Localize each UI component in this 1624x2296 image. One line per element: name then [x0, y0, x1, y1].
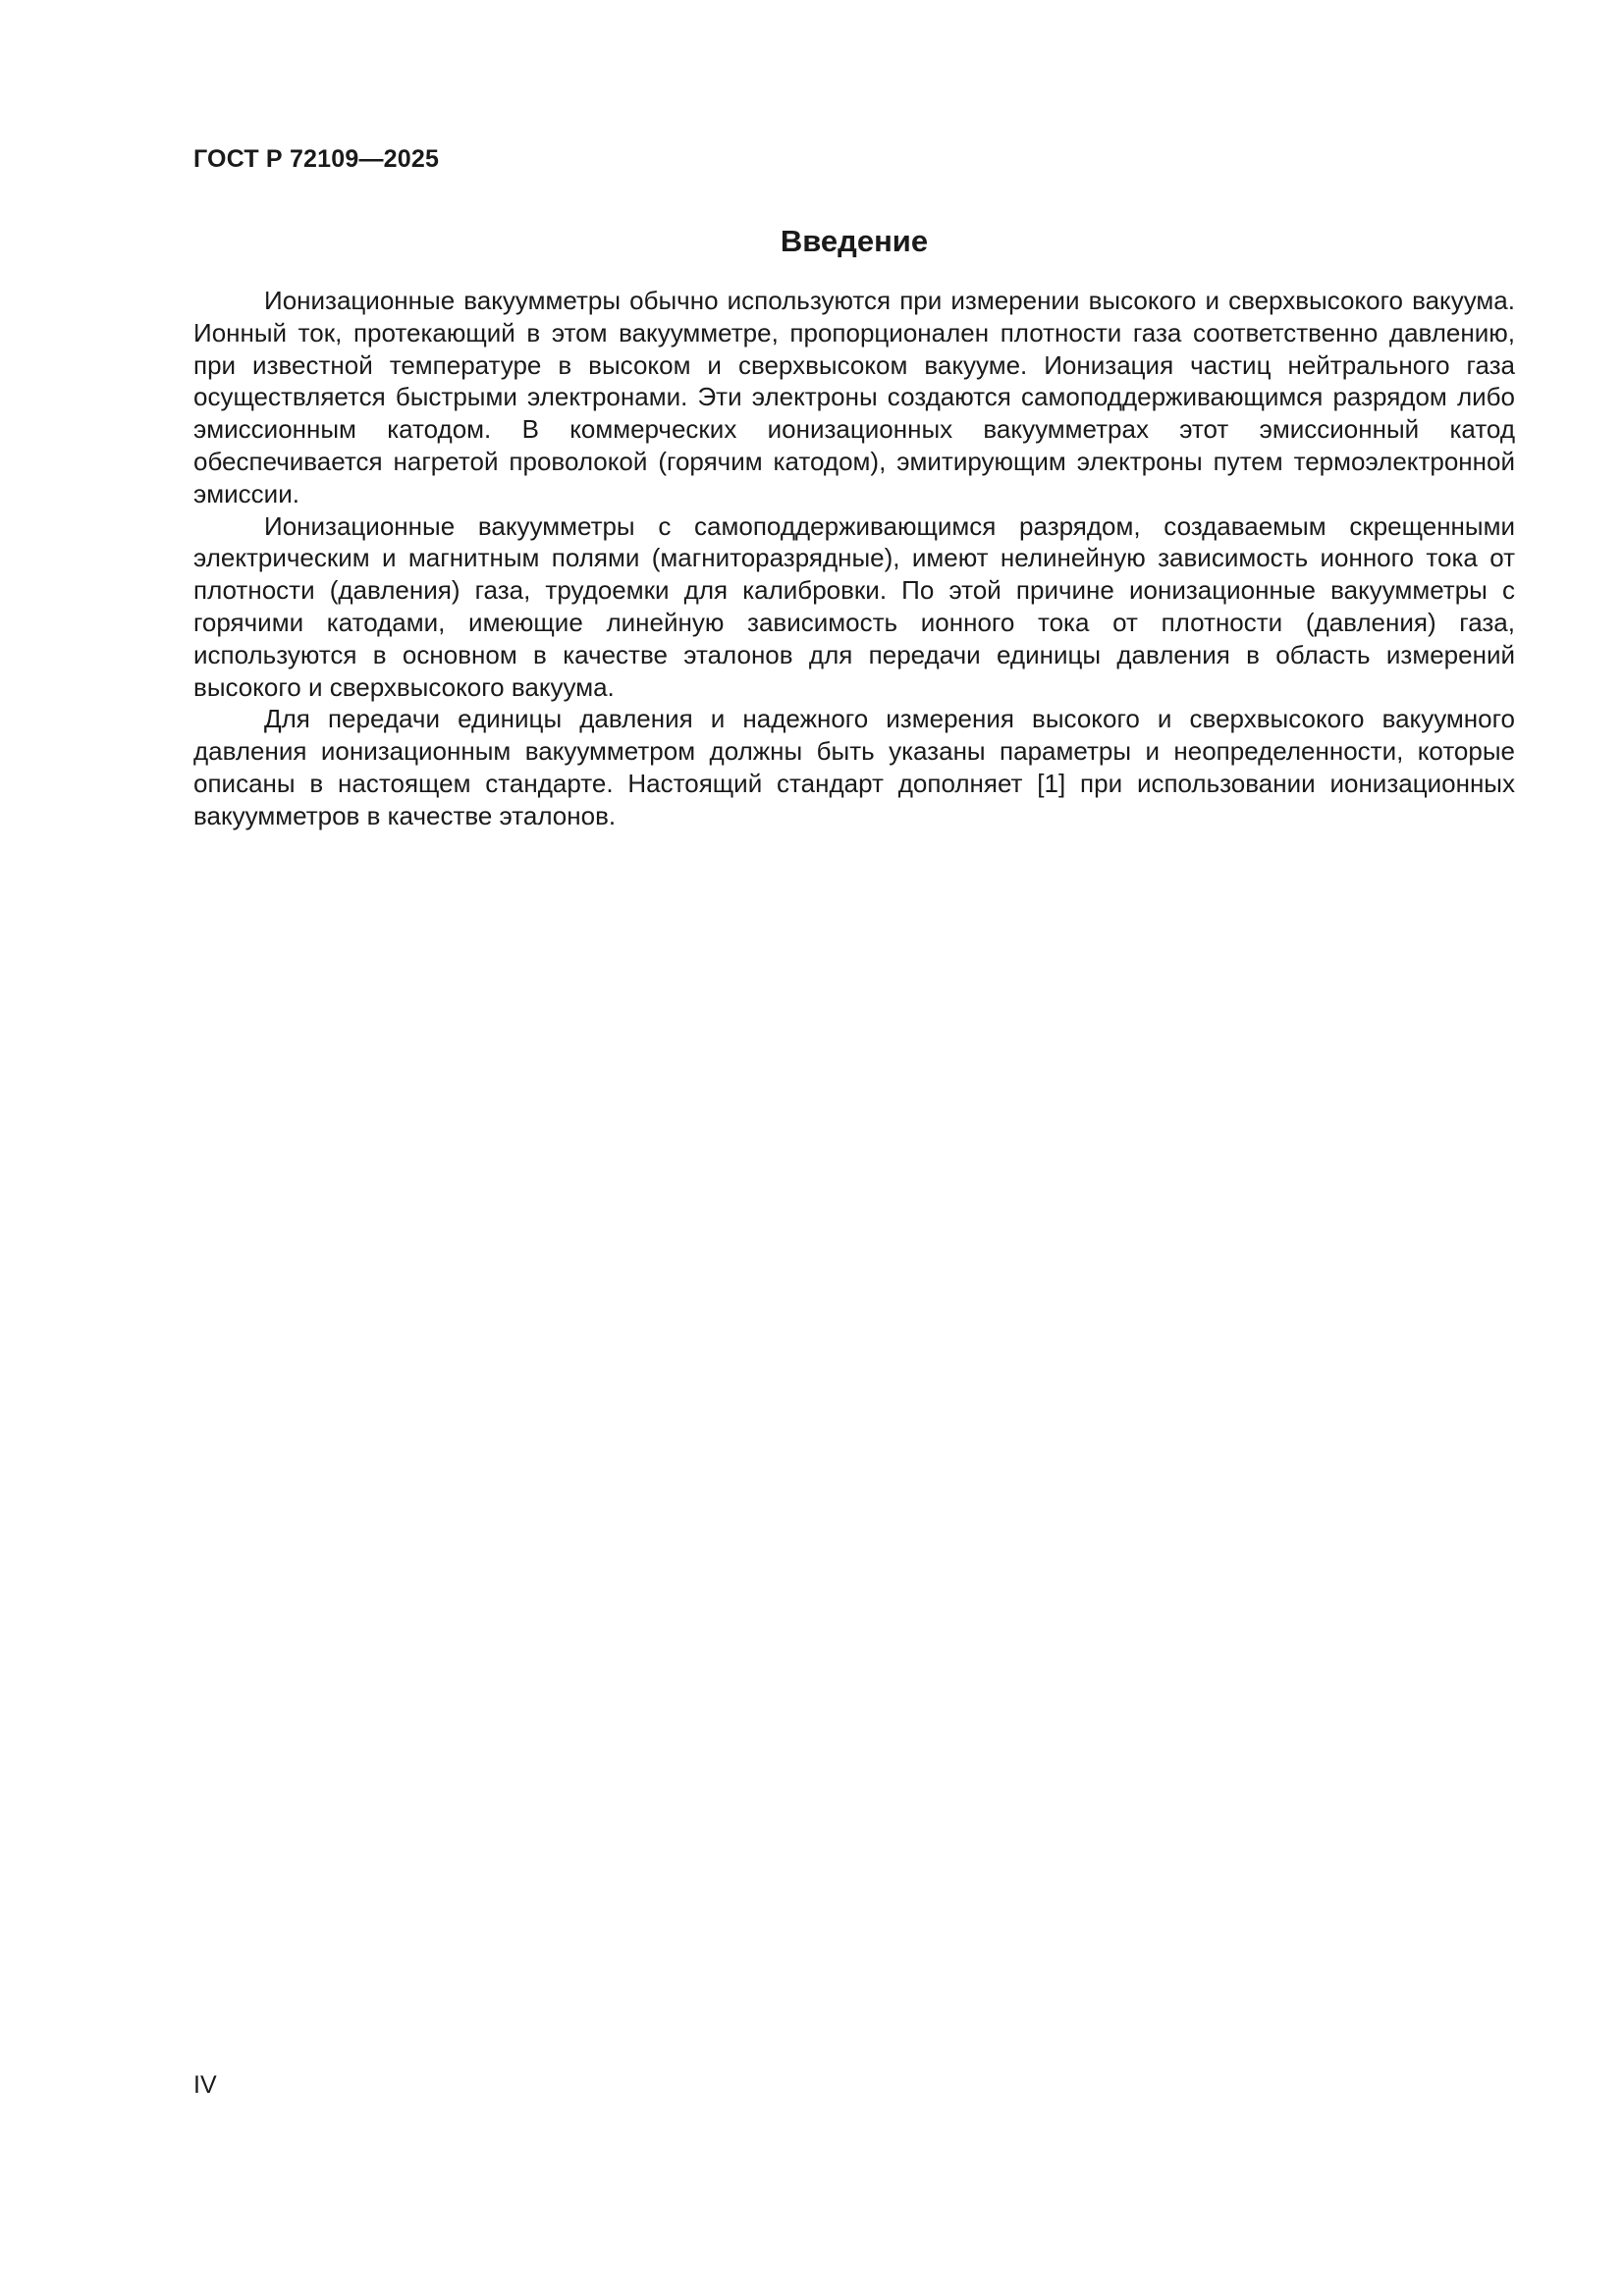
paragraph-3: Для передачи единицы давления и надежного измерения высокого и сверхвысокого вакуумного давления ионизационным вакуумметром должны быть указаны параметры и неопределенности, которые описаны в настоящем стандарте. Настоящий стандарт дополняет [1] при использовании ионизационных вакуумметров в качестве эталонов.: [193, 704, 1515, 830]
section-title: Введение: [780, 224, 929, 258]
paragraph-2: Ионизационные вакуумметры с самоподдерживающимся разрядом, создаваемым скрещенными электрическим и магнитным полями (магниторазрядные), имеют нелинейную зависимость ионного тока от плотности (давления) газа, трудоемки для калибровки. По этой причине ионизационные вакуумметры с горячими катодами, имеющие линейную зависимость ионного тока от плотности (давления) газа, используются в основном в качестве эталонов для передачи единицы давления в область измерений высокого и сверхвысокого вакуума.: [193, 510, 1515, 702]
document-code: ГОСТ Р 72109—2025: [193, 145, 440, 173]
page-number: IV: [193, 2071, 217, 2099]
body-text: [193, 285, 1515, 832]
paragraph-1: Ионизационные вакуумметры обычно используются при измерении высокого и сверхвысокого вакуума. Ионный ток, протекающий в этом вакуумметре, пропорционален плотности газа соответственно давлению, при известной температуре в высоком и сверхвысоком вакууме. Ионизация частиц нейтрального газа осуществляется быстрыми электронами. Эти электроны создаются самоподдерживающимся разрядом либо эмиссионным катодом. В коммерческих ионизационных вакуумметрах этот эмиссионный катод обеспечивается нагретой проволокой (горячим катодом), эмитирующим электроны путем термоэлектронной эмиссии.: [193, 286, 1515, 508]
